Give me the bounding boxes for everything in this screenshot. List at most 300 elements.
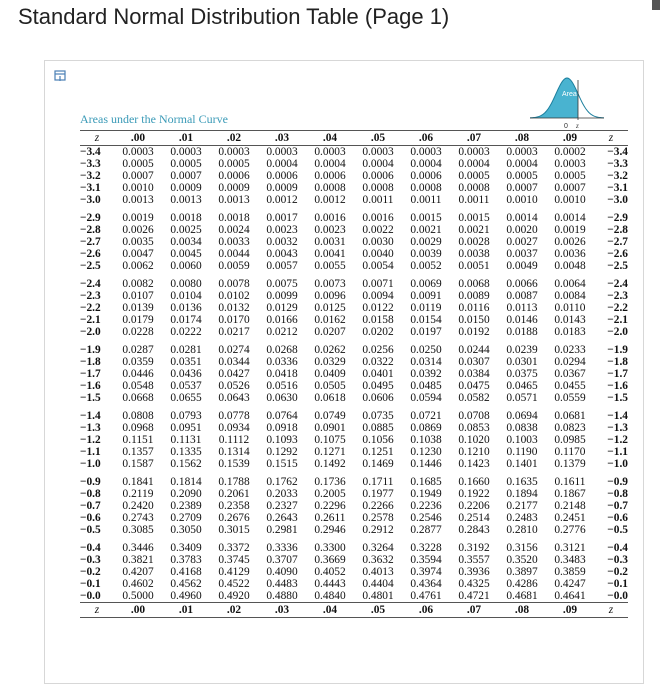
- z-value-label: −2.3: [80, 290, 101, 302]
- probability-cell: 0.0064: [554, 278, 586, 290]
- curve-area-label: Area: [562, 91, 577, 98]
- probability-cell: 0.0033: [218, 236, 250, 248]
- probability-cell: 0.0057: [266, 260, 298, 272]
- probability-cell: 0.0003: [314, 146, 346, 158]
- probability-cell: 0.0146: [506, 314, 538, 326]
- probability-cell: 0.0268: [266, 344, 298, 356]
- z-value-label: −1.7: [80, 368, 101, 380]
- probability-cell: 0.0708: [458, 410, 490, 422]
- probability-cell: 0.2877: [410, 524, 442, 536]
- probability-cell: 0.2420: [122, 500, 154, 512]
- probability-cell: 0.0038: [458, 248, 490, 260]
- probability-cell: 0.0359: [122, 356, 154, 368]
- curve-z-label: z: [576, 122, 579, 130]
- z-value-label: −0.3: [607, 554, 628, 566]
- probability-cell: 0.0136: [170, 302, 202, 314]
- z-value-label: −2.5: [80, 260, 101, 272]
- probability-cell: 0.0154: [410, 314, 442, 326]
- probability-cell: 0.3228: [410, 542, 442, 554]
- probability-cell: 0.1949: [410, 488, 442, 500]
- probability-cell: 0.0793: [170, 410, 202, 422]
- probability-cell: 0.0004: [266, 158, 298, 170]
- table-row: [80, 500, 628, 512]
- probability-cell: 0.0202: [362, 326, 394, 338]
- probability-cell: 0.0004: [362, 158, 394, 170]
- probability-cell: 0.4207: [122, 566, 154, 578]
- column-header: .03: [258, 603, 306, 618]
- probability-cell: 0.1401: [506, 458, 538, 470]
- probability-cell: 0.0853: [458, 422, 490, 434]
- probability-cell: 0.1711: [362, 476, 394, 488]
- probability-cell: 0.0495: [362, 380, 394, 392]
- probability-cell: 0.0003: [218, 146, 250, 158]
- probability-cell: 0.0003: [122, 146, 154, 158]
- column-header: .08: [498, 131, 546, 146]
- probability-cell: 0.0735: [362, 410, 394, 422]
- probability-cell: 0.2483: [506, 512, 538, 524]
- probability-cell: 0.0150: [458, 314, 490, 326]
- z-column-header: z: [80, 131, 114, 146]
- expand-icon[interactable]: [54, 70, 66, 82]
- probability-cell: 0.0162: [314, 314, 346, 326]
- probability-cell: 0.3594: [410, 554, 442, 566]
- probability-cell: 0.0012: [266, 194, 298, 206]
- probability-cell: 0.4880: [266, 590, 298, 602]
- probability-cell: 0.1446: [410, 458, 442, 470]
- probability-cell: 0.1736: [314, 476, 346, 488]
- table-row: [80, 302, 628, 314]
- probability-cell: 0.4090: [266, 566, 298, 578]
- table-row: [80, 434, 628, 446]
- table-row: [80, 356, 628, 368]
- table-row: [80, 380, 628, 392]
- probability-cell: 0.3192: [458, 542, 490, 554]
- probability-cell: 0.3050: [170, 524, 202, 536]
- probability-cell: 0.0446: [122, 368, 154, 380]
- probability-cell: 0.0934: [218, 422, 250, 434]
- column-header: .01: [162, 131, 210, 146]
- column-header: .02: [210, 603, 258, 618]
- probability-cell: 0.0764: [266, 410, 298, 422]
- probability-cell: 0.0021: [410, 224, 442, 236]
- probability-cell: 0.0024: [218, 224, 250, 236]
- probability-cell: 0.0009: [266, 182, 298, 194]
- probability-cell: 0.0009: [170, 182, 202, 194]
- probability-cell: 0.3336: [266, 542, 298, 554]
- probability-cell: 0.0019: [554, 224, 586, 236]
- probability-cell: 0.0059: [218, 260, 250, 272]
- probability-cell: 0.3745: [218, 554, 250, 566]
- probability-cell: 0.0005: [122, 158, 154, 170]
- probability-cell: 0.0239: [506, 344, 538, 356]
- probability-cell: 0.4562: [170, 578, 202, 590]
- z-value-label: −0.2: [80, 566, 101, 578]
- probability-cell: 0.0012: [314, 194, 346, 206]
- z-value-label: −2.7: [607, 236, 628, 248]
- probability-cell: 0.0307: [458, 356, 490, 368]
- probability-cell: 0.3264: [362, 542, 394, 554]
- probability-cell: 0.0006: [218, 170, 250, 182]
- probability-cell: 0.3707: [266, 554, 298, 566]
- probability-cell: 0.0721: [410, 410, 442, 422]
- probability-cell: 0.1423: [458, 458, 490, 470]
- z-value-label: −0.1: [607, 578, 628, 590]
- probability-cell: 0.4168: [170, 566, 202, 578]
- z-value-label: −0.1: [80, 578, 101, 590]
- probability-cell: 0.0008: [410, 182, 442, 194]
- z-value-label: −1.9: [80, 344, 101, 356]
- z-value-label: −3.0: [80, 194, 101, 206]
- probability-cell: 0.2912: [362, 524, 394, 536]
- z-value-label: −2.2: [80, 302, 101, 314]
- probability-cell: 0.0139: [122, 302, 154, 314]
- probability-cell: 0.0016: [362, 212, 394, 224]
- z-value-label: −0.3: [80, 554, 101, 566]
- probability-cell: 0.0091: [410, 290, 442, 302]
- probability-cell: 0.3936: [458, 566, 490, 578]
- z-value-label: −3.0: [607, 194, 628, 206]
- probability-cell: 0.1515: [266, 458, 298, 470]
- probability-cell: 0.4681: [506, 590, 538, 602]
- z-value-label: −2.2: [607, 302, 628, 314]
- table-row: [80, 326, 628, 338]
- probability-cell: 0.0026: [122, 224, 154, 236]
- probability-cell: 0.3974: [410, 566, 442, 578]
- probability-cell: 0.0032: [266, 236, 298, 248]
- z-value-label: −3.2: [80, 170, 101, 182]
- probability-cell: 0.5000: [122, 590, 154, 602]
- probability-cell: 0.0968: [122, 422, 154, 434]
- probability-cell: 0.0017: [266, 212, 298, 224]
- probability-cell: 0.0228: [122, 326, 154, 338]
- probability-cell: 0.4840: [314, 590, 346, 602]
- probability-cell: 0.0020: [506, 224, 538, 236]
- probability-cell: 0.0351: [170, 356, 202, 368]
- z-value-label: −1.3: [607, 422, 628, 434]
- column-header: .00: [114, 131, 162, 146]
- probability-cell: 0.0010: [122, 182, 154, 194]
- probability-cell: 0.0018: [218, 212, 250, 224]
- probability-cell: 0.0003: [266, 146, 298, 158]
- z-table: [80, 130, 628, 618]
- probability-cell: 0.0571: [506, 392, 538, 404]
- probability-cell: 0.2327: [266, 500, 298, 512]
- probability-cell: 0.4761: [410, 590, 442, 602]
- column-header: .01: [162, 603, 210, 618]
- probability-cell: 0.0069: [410, 278, 442, 290]
- probability-cell: 0.1003: [506, 434, 538, 446]
- probability-cell: 0.0009: [218, 182, 250, 194]
- probability-cell: 0.4364: [410, 578, 442, 590]
- probability-cell: 0.0559: [554, 392, 586, 404]
- z-value-label: −0.5: [607, 524, 628, 536]
- table-row: [80, 368, 628, 380]
- z-value-label: −0.9: [80, 476, 101, 488]
- z-value-label: −2.6: [607, 248, 628, 260]
- z-value-label: −0.6: [607, 512, 628, 524]
- z-value-label: −1.6: [80, 380, 101, 392]
- probability-cell: 0.1112: [218, 434, 250, 446]
- probability-cell: 0.0004: [314, 158, 346, 170]
- probability-cell: 0.0036: [554, 248, 586, 260]
- probability-cell: 0.0505: [314, 380, 346, 392]
- z-value-label: −3.3: [607, 158, 628, 170]
- column-header: .02: [210, 131, 258, 146]
- probability-cell: 0.3409: [170, 542, 202, 554]
- table-row: [80, 212, 628, 224]
- probability-cell: 0.0516: [266, 380, 298, 392]
- z-value-label: −1.5: [607, 392, 628, 404]
- z-value-label: −0.4: [607, 542, 628, 554]
- probability-cell: 0.0901: [314, 422, 346, 434]
- probability-cell: 0.0049: [506, 260, 538, 272]
- probability-cell: 0.1292: [266, 446, 298, 458]
- column-header: .09: [546, 603, 594, 618]
- probability-cell: 0.3897: [506, 566, 538, 578]
- probability-cell: 0.0003: [458, 146, 490, 158]
- probability-cell: 0.0082: [122, 278, 154, 290]
- probability-cell: 0.0023: [314, 224, 346, 236]
- probability-cell: 0.2451: [554, 512, 586, 524]
- probability-cell: 0.0344: [218, 356, 250, 368]
- probability-cell: 0.3483: [554, 554, 586, 566]
- probability-cell: 0.0694: [506, 410, 538, 422]
- probability-cell: 0.0015: [458, 212, 490, 224]
- probability-cell: 0.0051: [458, 260, 490, 272]
- probability-cell: 0.0005: [458, 170, 490, 182]
- probability-cell: 0.2296: [314, 500, 346, 512]
- probability-cell: 0.0329: [314, 356, 346, 368]
- probability-cell: 0.0003: [554, 158, 586, 170]
- probability-cell: 0.0294: [554, 356, 586, 368]
- probability-cell: 0.0233: [554, 344, 586, 356]
- column-header: .03: [258, 131, 306, 146]
- probability-cell: 0.2611: [314, 512, 346, 524]
- table-row: [80, 344, 628, 356]
- probability-cell: 0.0250: [410, 344, 442, 356]
- probability-cell: 0.0951: [170, 422, 202, 434]
- table-row: [80, 290, 628, 302]
- probability-cell: 0.3446: [122, 542, 154, 554]
- probability-cell: 0.0039: [410, 248, 442, 260]
- z-value-label: −1.2: [607, 434, 628, 446]
- probability-cell: 0.0212: [266, 326, 298, 338]
- z-value-label: −1.9: [607, 344, 628, 356]
- probability-cell: 0.0192: [458, 326, 490, 338]
- probability-cell: 0.3121: [554, 542, 586, 554]
- probability-cell: 0.0007: [122, 170, 154, 182]
- probability-cell: 0.0005: [554, 170, 586, 182]
- z-value-label: −0.8: [80, 488, 101, 500]
- probability-cell: 0.0179: [122, 314, 154, 326]
- probability-cell: 0.0838: [506, 422, 538, 434]
- probability-cell: 0.1492: [314, 458, 346, 470]
- probability-cell: 0.3520: [506, 554, 538, 566]
- column-header: .07: [450, 603, 498, 618]
- probability-cell: 0.2643: [266, 512, 298, 524]
- probability-cell: 0.0044: [218, 248, 250, 260]
- probability-cell: 0.3859: [554, 566, 586, 578]
- z-column-header: z: [80, 603, 114, 618]
- z-value-label: −2.0: [80, 326, 101, 338]
- column-header: .05: [354, 131, 402, 146]
- z-value-label: −2.0: [607, 326, 628, 338]
- probability-cell: 0.0197: [410, 326, 442, 338]
- probability-cell: 0.0455: [554, 380, 586, 392]
- probability-cell: 0.1841: [122, 476, 154, 488]
- probability-cell: 0.0119: [410, 302, 442, 314]
- z-value-label: −1.3: [80, 422, 101, 434]
- table-row: [80, 542, 628, 554]
- z-value-label: −1.1: [80, 446, 101, 458]
- probability-cell: 0.0749: [314, 410, 346, 422]
- probability-cell: 0.0244: [458, 344, 490, 356]
- table-row: [80, 590, 628, 603]
- probability-cell: 0.2578: [362, 512, 394, 524]
- probability-cell: 0.0158: [362, 314, 394, 326]
- probability-cell: 0.0040: [362, 248, 394, 260]
- column-header: .05: [354, 603, 402, 618]
- probability-cell: 0.2709: [170, 512, 202, 524]
- probability-cell: 0.0075: [266, 278, 298, 290]
- probability-cell: 0.0011: [362, 194, 394, 206]
- column-header: .04: [306, 603, 354, 618]
- probability-cell: 0.0021: [458, 224, 490, 236]
- probability-cell: 0.0823: [554, 422, 586, 434]
- z-value-label: −3.1: [607, 182, 628, 194]
- probability-cell: 0.4641: [554, 590, 586, 602]
- probability-cell: 0.2843: [458, 524, 490, 536]
- z-value-label: −2.4: [607, 278, 628, 290]
- column-header: .07: [450, 131, 498, 146]
- probability-cell: 0.0099: [266, 290, 298, 302]
- probability-cell: 0.0110: [554, 302, 586, 314]
- table-row: [80, 446, 628, 458]
- probability-cell: 0.0918: [266, 422, 298, 434]
- probability-cell: 0.4247: [554, 578, 586, 590]
- probability-cell: 0.0301: [506, 356, 538, 368]
- z-value-label: −0.7: [80, 500, 101, 512]
- probability-cell: 0.0078: [218, 278, 250, 290]
- probability-cell: 0.1131: [170, 434, 202, 446]
- probability-cell: 0.1379: [554, 458, 586, 470]
- probability-cell: 0.0041: [314, 248, 346, 260]
- probability-cell: 0.0096: [314, 290, 346, 302]
- probability-cell: 0.4920: [218, 590, 250, 602]
- probability-cell: 0.0007: [506, 182, 538, 194]
- probability-cell: 0.2206: [458, 500, 490, 512]
- probability-cell: 0.0003: [170, 146, 202, 158]
- probability-cell: 0.2236: [410, 500, 442, 512]
- z-value-label: −1.7: [607, 368, 628, 380]
- probability-cell: 0.4522: [218, 578, 250, 590]
- probability-cell: 0.0475: [458, 380, 490, 392]
- probability-cell: 0.0418: [266, 368, 298, 380]
- probability-cell: 0.2090: [170, 488, 202, 500]
- scrollbar-handle[interactable]: [652, 0, 660, 10]
- probability-cell: 0.1038: [410, 434, 442, 446]
- column-header: .08: [498, 603, 546, 618]
- probability-cell: 0.0007: [170, 170, 202, 182]
- probability-cell: 0.1251: [362, 446, 394, 458]
- z-value-label: −1.4: [80, 410, 101, 422]
- probability-cell: 0.0778: [218, 410, 250, 422]
- probability-cell: 0.0681: [554, 410, 586, 422]
- z-value-label: −1.1: [607, 446, 628, 458]
- table-row: [80, 236, 628, 248]
- z-value-label: −1.8: [607, 356, 628, 368]
- table-row: [80, 524, 628, 536]
- z-value-label: −0.4: [80, 542, 101, 554]
- probability-cell: 0.0014: [554, 212, 586, 224]
- probability-cell: 0.1539: [218, 458, 250, 470]
- probability-cell: 0.0314: [410, 356, 442, 368]
- probability-cell: 0.0010: [506, 194, 538, 206]
- table-row: [80, 194, 628, 206]
- probability-cell: 0.1685: [410, 476, 442, 488]
- probability-cell: 0.1469: [362, 458, 394, 470]
- probability-cell: 0.0029: [410, 236, 442, 248]
- probability-cell: 0.0055: [314, 260, 346, 272]
- probability-cell: 0.2148: [554, 500, 586, 512]
- z-value-label: −0.6: [80, 512, 101, 524]
- probability-cell: 0.3372: [218, 542, 250, 554]
- probability-cell: 0.0132: [218, 302, 250, 314]
- probability-cell: 0.0367: [554, 368, 586, 380]
- probability-cell: 0.3632: [362, 554, 394, 566]
- z-value-label: −3.2: [607, 170, 628, 182]
- probability-cell: 0.2676: [218, 512, 250, 524]
- probability-cell: 0.1056: [362, 434, 394, 446]
- probability-cell: 0.0027: [506, 236, 538, 248]
- probability-cell: 0.4129: [218, 566, 250, 578]
- probability-cell: 0.0122: [362, 302, 394, 314]
- probability-cell: 0.1922: [458, 488, 490, 500]
- z-value-label: −2.1: [80, 314, 101, 326]
- z-value-label: −3.1: [80, 182, 101, 194]
- probability-cell: 0.0013: [170, 194, 202, 206]
- probability-cell: 0.0537: [170, 380, 202, 392]
- probability-cell: 0.0011: [410, 194, 442, 206]
- probability-cell: 0.0262: [314, 344, 346, 356]
- probability-cell: 0.0043: [266, 248, 298, 260]
- table-row: [80, 566, 628, 578]
- z-value-label: −2.5: [607, 260, 628, 272]
- probability-cell: 0.0322: [362, 356, 394, 368]
- z-value-label: −1.6: [607, 380, 628, 392]
- probability-cell: 0.0004: [506, 158, 538, 170]
- probability-cell: 0.2743: [122, 512, 154, 524]
- probability-cell: 0.0485: [410, 380, 442, 392]
- probability-cell: 0.1093: [266, 434, 298, 446]
- probability-cell: 0.1660: [458, 476, 490, 488]
- probability-cell: 0.0116: [458, 302, 490, 314]
- probability-cell: 0.0465: [506, 380, 538, 392]
- column-header: .04: [306, 131, 354, 146]
- probability-cell: 0.2005: [314, 488, 346, 500]
- probability-cell: 0.0035: [122, 236, 154, 248]
- probability-cell: 0.0007: [554, 182, 586, 194]
- table-row: [80, 260, 628, 272]
- probability-cell: 0.0170: [218, 314, 250, 326]
- probability-cell: 0.0217: [218, 326, 250, 338]
- probability-cell: 0.0005: [218, 158, 250, 170]
- probability-cell: 0.0034: [170, 236, 202, 248]
- z-value-label: −0.0: [607, 590, 628, 602]
- probability-cell: 0.0594: [410, 392, 442, 404]
- z-value-label: −1.8: [80, 356, 101, 368]
- probability-cell: 0.4052: [314, 566, 346, 578]
